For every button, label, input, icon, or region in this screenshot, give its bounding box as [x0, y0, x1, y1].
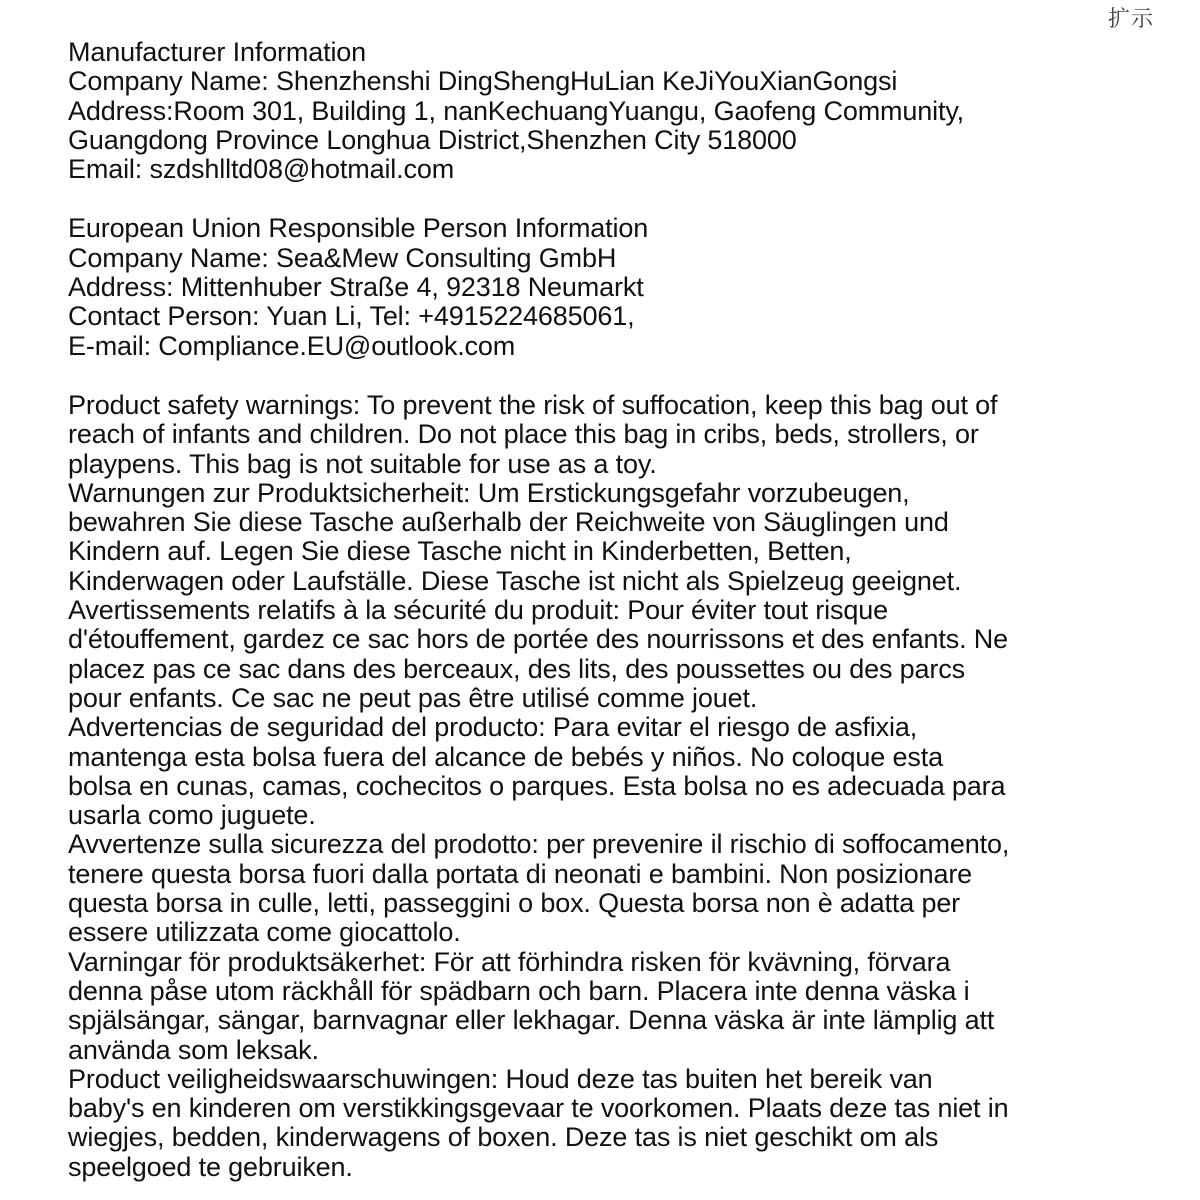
- section-spacer: [68, 361, 1068, 391]
- warning-line: Varningar för produktsäkerhet: För att förhindra risken för kvävning, förvara: [68, 946, 951, 977]
- warning-line: bewahren Sie diese Tasche außerhalb der Reichweite von Säuglingen und: [68, 507, 949, 538]
- manufacturer-email: Email: szdshlltd08@hotmail.com: [68, 154, 455, 185]
- warning-line: playpens. This bag is not suitable for use as a toy.: [68, 448, 657, 479]
- corner-mark: 扩示: [1108, 7, 1155, 32]
- manufacturer-section: [68, 38, 1068, 184]
- section-spacer: [68, 184, 1068, 214]
- warning-line: baby's en kinderen om verstikkingsgevaar te voorkomen. Plaats deze tas niet in: [68, 1093, 1009, 1124]
- warning-line: placez pas ce sac dans des berceaux, des lits, des poussettes ou des parcs: [68, 653, 965, 684]
- warning-line: pour enfants. Ce sac ne peut pas être utilisé comme jouet.: [68, 682, 758, 713]
- eu-contact-person: Contact Person: Yuan Li, Tel: +4915224685061,: [68, 301, 635, 332]
- manufacturer-address-line-1: Address:Room 301, Building 1, nanKechuangYuangu, Gaofeng Community,: [68, 95, 965, 126]
- compliance-document: [68, 38, 1068, 1182]
- warning-line: d'étouffement, gardez ce sac hors de portée des nourrissons et des enfants. Ne: [68, 624, 1009, 655]
- warning-line: Product veiligheidswaarschuwingen: Houd deze tas buiten het bereik van: [68, 1063, 933, 1094]
- warning-line: Avvertenze sulla sicurezza del prodotto: per prevenire il rischio di soffocamento,: [68, 829, 1010, 860]
- warning-line: questa borsa in culle, letti, passeggini o box. Questa borsa non è adatta per: [68, 888, 961, 919]
- warning-line: Kinderwagen oder Laufställe. Diese Tasche ist nicht als Spielzeug geeignet.: [68, 565, 962, 596]
- warning-line: essere utilizzata come giocattolo.: [68, 917, 461, 948]
- warning-line: wiegjes, bedden, kinderwagens of boxen. Deze tas is niet geschikt om als: [68, 1122, 939, 1153]
- warning-line: Warnungen zur Produktsicherheit: Um Erstickungsgefahr vorzubeugen,: [68, 477, 910, 508]
- warning-line: mantenga esta bolsa fuera del alcance de bebés y niños. No coloque esta: [68, 741, 943, 772]
- warning-line: Avertissements relatifs à la sécurité du produit: Pour éviter tout risque: [68, 595, 888, 626]
- eu-heading: European Union Responsible Person Information: [68, 213, 649, 244]
- eu-company-name: Company Name: Sea&Mew Consulting GmbH: [68, 242, 617, 273]
- manufacturer-company-name: Company Name: Shenzhenshi DingShengHuLian KeJiYouXianGongsi: [68, 66, 898, 97]
- warning-line: bolsa en cunas, camas, cochecitos o parques. Esta bolsa no es adecuada para: [68, 770, 1006, 801]
- warning-line: usarla como juguete.: [68, 800, 316, 831]
- warning-line: Advertencias de seguridad del producto: Para evitar el riesgo de asfixia,: [68, 712, 918, 743]
- warning-line: spjälsängar, sängar, barnvagnar eller lekhagar. Denna väska är inte lämplig att: [68, 1005, 995, 1036]
- eu-address: Address: Mittenhuber Straße 4, 92318 Neumarkt: [68, 272, 644, 303]
- eu-responsible-section: [68, 214, 1068, 360]
- warning-line: använda som leksak.: [68, 1034, 319, 1065]
- eu-email: E-mail: Compliance.EU@outlook.com: [68, 330, 516, 361]
- warning-line: reach of infants and children. Do not place this bag in cribs, beds, strollers, or: [68, 419, 979, 450]
- manufacturer-address-line-2: Guangdong Province Longhua District,Shenzhen City 518000: [68, 124, 797, 155]
- warning-line: Kindern auf. Legen Sie diese Tasche nicht in Kinderbetten, Betten,: [68, 536, 852, 567]
- warning-line: Product safety warnings: To prevent the risk of suffocation, keep this bag out of: [68, 389, 998, 420]
- warning-line: tenere questa borsa fuori dalla portata di neonati e bambini. Non posizionare: [68, 858, 973, 889]
- warnings-section: [68, 391, 1068, 1182]
- manufacturer-heading: Manufacturer Information: [68, 37, 367, 67]
- warning-line: speelgoed te gebruiken.: [68, 1151, 353, 1182]
- warning-line: denna påse utom räckhåll för spädbarn och barn. Placera inte denna väska i: [68, 975, 970, 1006]
